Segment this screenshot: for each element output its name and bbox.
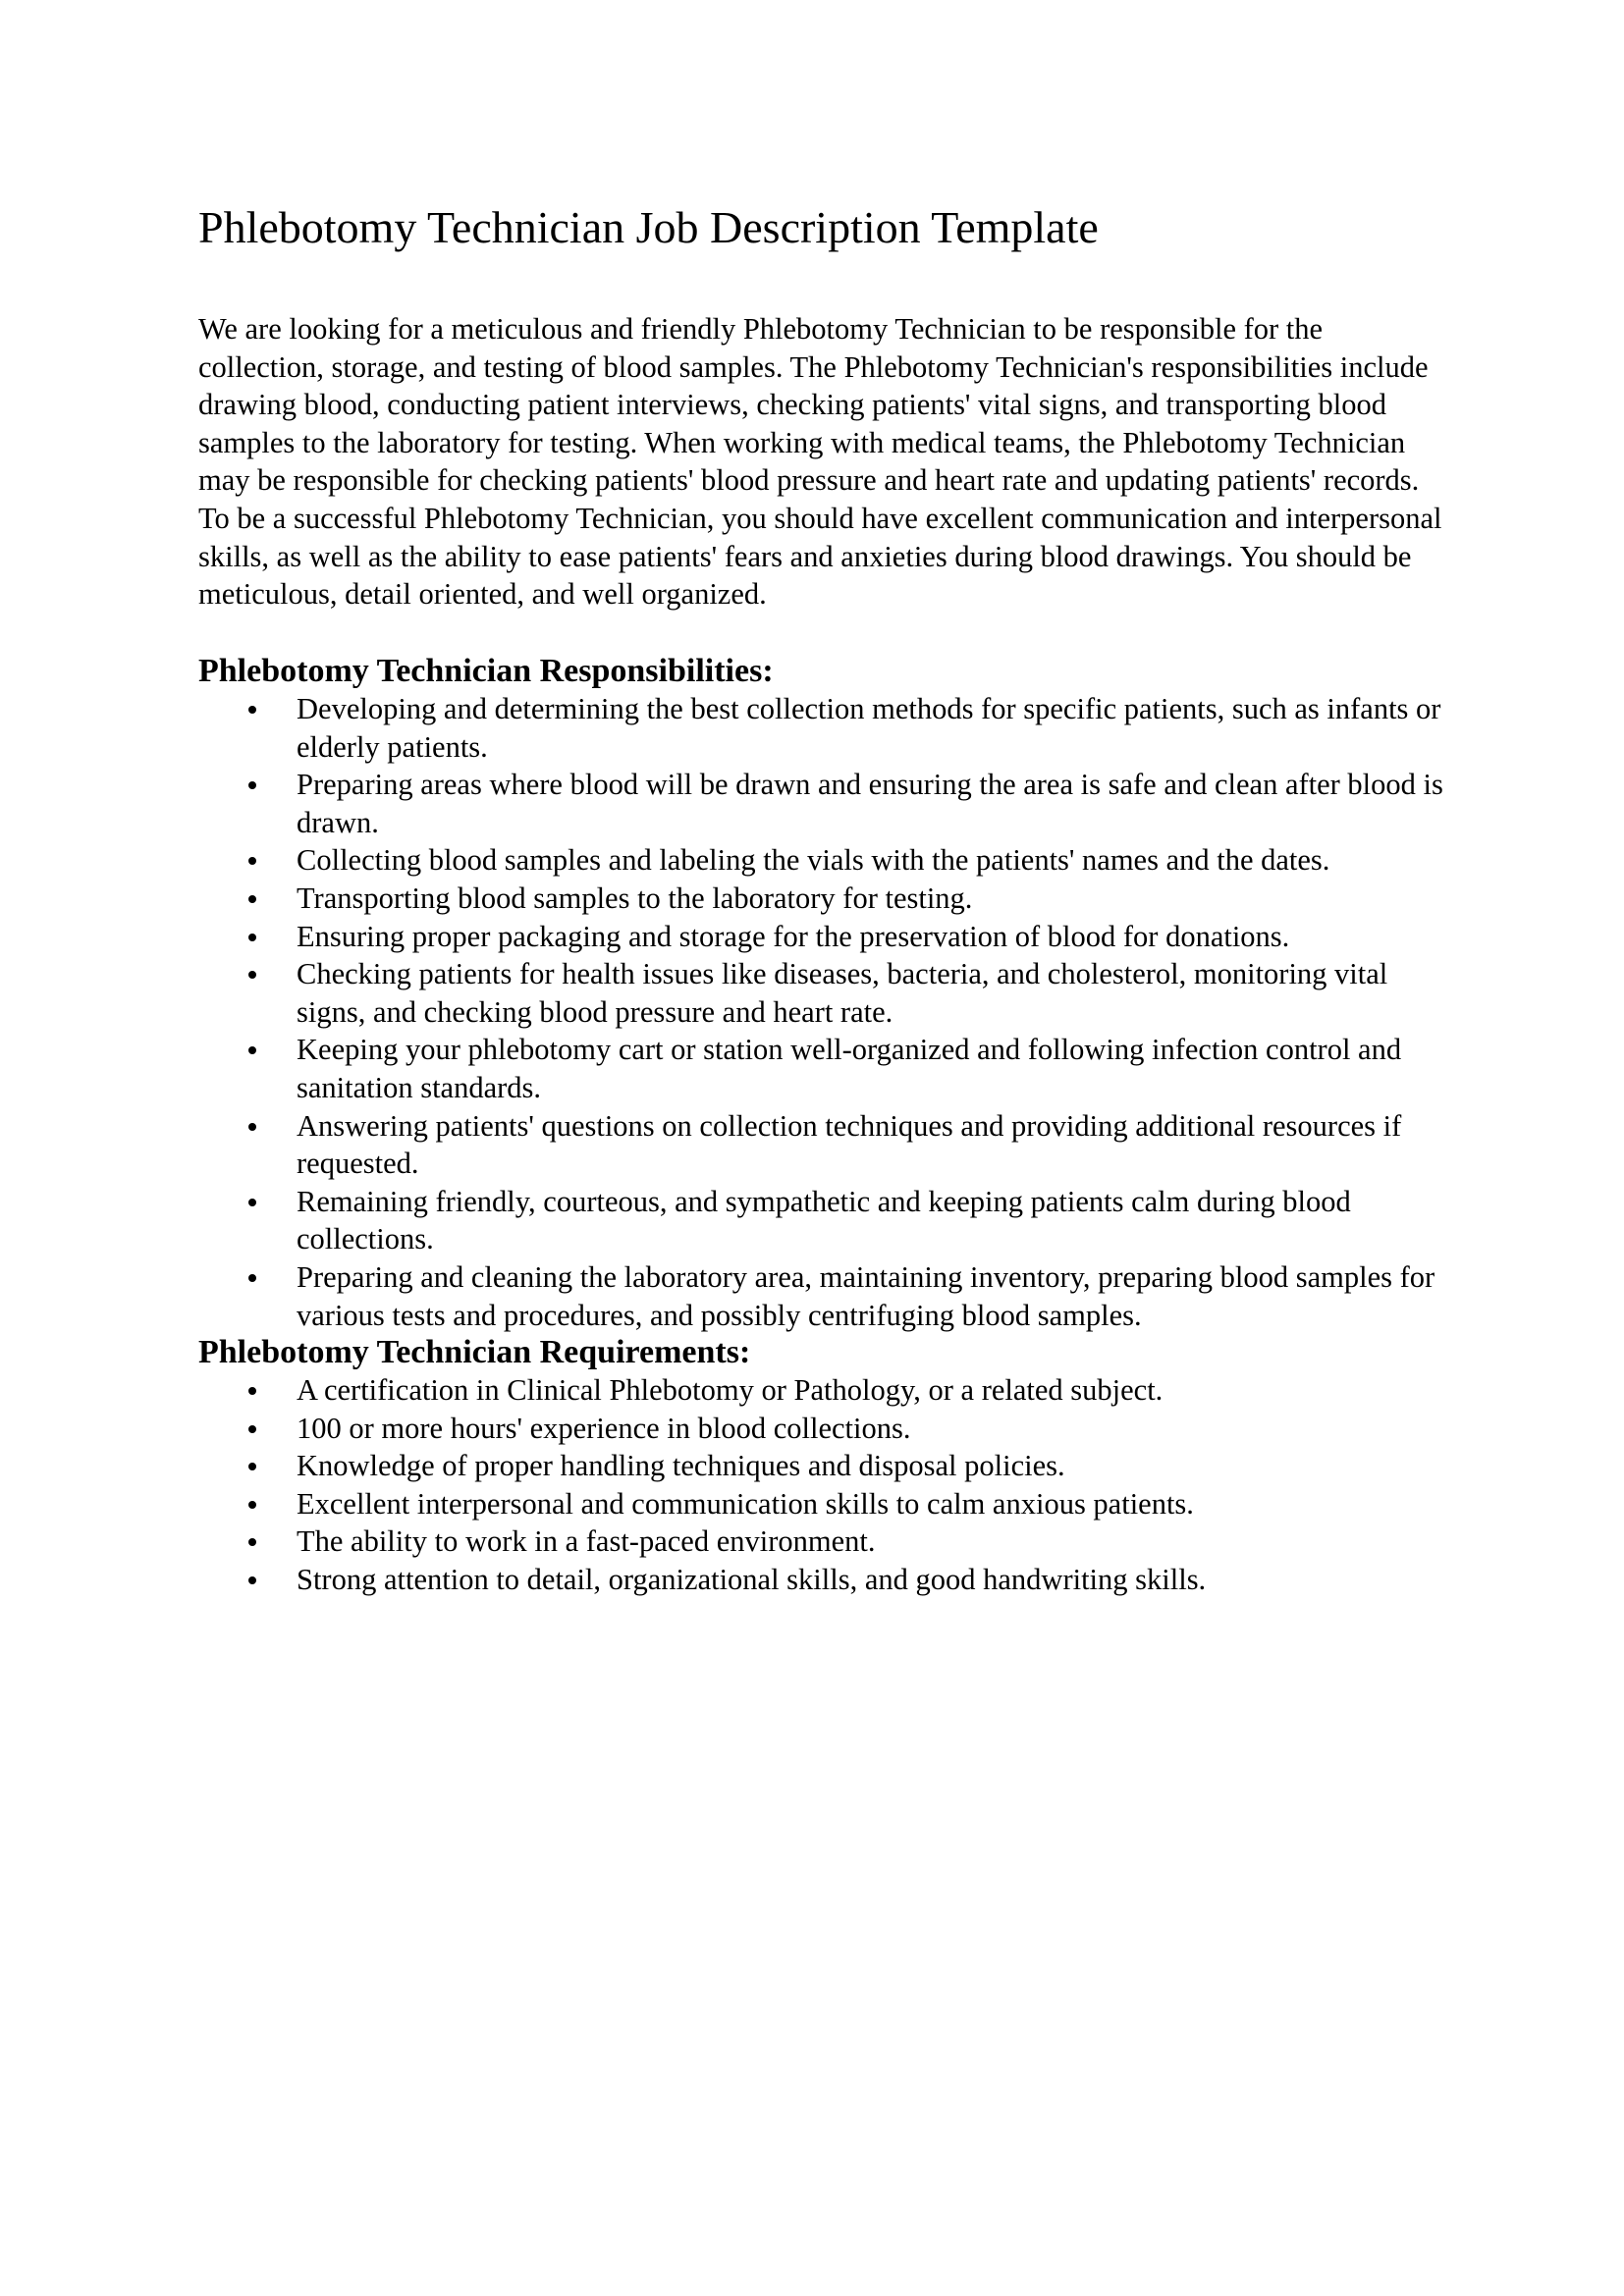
- list-item-text: Strong attention to detail, organizational skills, and good handwriting skills.: [297, 1562, 1207, 1596]
- bullet-icon: [248, 1538, 256, 1546]
- responsibilities-list: [198, 690, 1475, 1334]
- list-item: [198, 1485, 1445, 1523]
- bullet-icon: [248, 1123, 256, 1131]
- intro-paragraph: To be a successful Phlebotomy Technician, you should have excellent communication and interpersonal skills, as well as the ability to ease patients' fears and anxieties during blood drawings. You should be meticulous, detail oriented, and well organized.: [198, 501, 1442, 612]
- bullet-icon: [248, 895, 256, 903]
- list-item-text: Developing and determining the best collection methods for specific patients, such as infants or elderly patients.: [297, 692, 1441, 764]
- list-item-text: Collecting blood samples and labeling the vials with the patients' names and the dates.: [297, 843, 1330, 878]
- bullet-icon: [248, 1576, 256, 1584]
- bullet-icon: [248, 857, 256, 865]
- list-item: [198, 1522, 1445, 1561]
- bullet-icon: [248, 706, 256, 714]
- list-item-text: The ability to work in a fast-paced environment.: [297, 1524, 876, 1559]
- list-item-text: Preparing and cleaning the laboratory area, maintaining inventory, preparing blood samples for various tests and procedures, and possibly centrifuging blood samples.: [297, 1259, 1435, 1332]
- list-item: [198, 1107, 1445, 1183]
- list-item: [198, 1410, 1445, 1448]
- list-item-text: Keeping your phlebotomy cart or station well-organized and following infection control and sanitation standards.: [297, 1033, 1402, 1104]
- bullet-icon: [248, 1274, 256, 1282]
- list-item-text: Excellent interpersonal and communication skills to calm anxious patients.: [297, 1486, 1194, 1521]
- list-item-text: Transporting blood samples to the laboratory for testing.: [297, 881, 973, 915]
- bullet-icon: [248, 1463, 256, 1470]
- bullet-icon: [248, 1046, 256, 1054]
- list-item-text: A certification in Clinical Phlebotomy or Pathology, or a related subject.: [297, 1373, 1164, 1407]
- list-item-text: Answering patients' questions on collection techniques and providing additional resources if requested.: [297, 1108, 1402, 1181]
- bullet-icon: [248, 1387, 256, 1395]
- requirements-section: [198, 1333, 1475, 1599]
- list-item: [198, 690, 1445, 766]
- intro-paragraph: We are looking for a meticulous and friendly Phlebotomy Technician to be responsible for the collection, storage, and testing of blood samples. The Phlebotomy Technician's responsibilities include drawing blood, conducting patient interviews, checking patients' vital signs, and transporting blood samples to the laboratory for testing. When working with medical teams, the Phlebotomy Technician may be responsible for checking patients' blood pressure and heart rate and updating patients' records.: [198, 312, 1429, 498]
- requirements-heading: Phlebotomy Technician Requirements:: [198, 1334, 751, 1370]
- list-item: [198, 766, 1445, 841]
- list-item: [198, 955, 1445, 1031]
- list-item: [198, 1371, 1445, 1410]
- document-title: Phlebotomy Technician Job Description Template: [198, 202, 1099, 252]
- list-item: [198, 1447, 1445, 1485]
- list-item-text: Checking patients for health issues like diseases, bacteria, and cholesterol, monitoring vital signs, and checking blood pressure and heart rate.: [297, 957, 1388, 1029]
- list-item: [198, 1561, 1445, 1599]
- list-item: [198, 880, 1445, 918]
- bullet-icon: [248, 971, 256, 979]
- bullet-icon: [248, 1199, 256, 1206]
- list-item-text: 100 or more hours' experience in blood collections.: [297, 1411, 911, 1445]
- list-item: [198, 841, 1445, 880]
- list-item-text: Remaining friendly, courteous, and sympathetic and keeping patients calm during blood collections.: [297, 1184, 1351, 1256]
- requirements-list: [198, 1371, 1475, 1599]
- list-item: [198, 918, 1445, 956]
- responsibilities-heading: Phlebotomy Technician Responsibilities:: [198, 653, 774, 689]
- bullet-icon: [248, 934, 256, 941]
- list-item-text: Ensuring proper packaging and storage for the preservation of blood for donations.: [297, 919, 1290, 953]
- list-item: [198, 1031, 1445, 1106]
- list-item: [198, 1258, 1445, 1334]
- responsibilities-section: [198, 652, 1475, 1334]
- intro-section: [198, 310, 1445, 614]
- list-item-text: Knowledge of proper handling techniques and disposal policies.: [297, 1449, 1065, 1483]
- bullet-icon: [248, 1501, 256, 1509]
- bullet-icon: [248, 1425, 256, 1433]
- bullet-icon: [248, 781, 256, 789]
- list-item: [198, 1183, 1445, 1258]
- list-item-text: Preparing areas where blood will be drawn and ensuring the area is safe and clean after blood is drawn.: [297, 768, 1443, 839]
